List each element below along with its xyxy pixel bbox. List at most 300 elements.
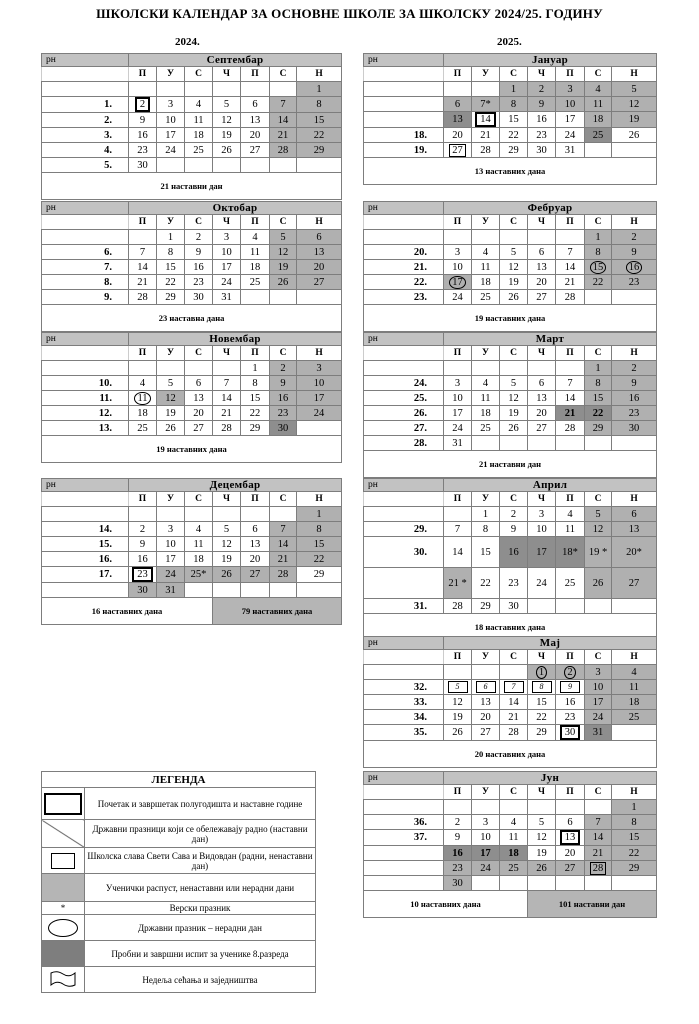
day-cell: 18* — [556, 537, 585, 568]
day-cell: 21 — [556, 275, 585, 290]
weekday-header: П — [556, 492, 585, 507]
empty-cell — [241, 290, 270, 305]
weekday-header: П — [241, 215, 270, 230]
day-cell: 20 — [297, 260, 342, 275]
ellipse-icon — [42, 915, 85, 941]
teaching-days-footer: 19 наставних дана — [364, 305, 657, 332]
week-number: 21. — [364, 260, 444, 275]
day-cell: 2 — [528, 82, 556, 97]
day-cell: 17 — [472, 846, 500, 861]
day-cell: 21 — [472, 128, 500, 143]
week-number: 2. — [42, 113, 129, 128]
empty-cell — [185, 507, 213, 522]
legend-item: Почетак и завршетак полугодишта и наставне године — [85, 788, 316, 820]
day-cell: 9 — [185, 245, 213, 260]
day-cell: 11 — [585, 97, 612, 112]
blank-cell — [42, 492, 129, 507]
weekday-header: С — [270, 67, 297, 82]
day-cell: 7 — [129, 245, 157, 260]
flag-icon: 8 — [532, 681, 552, 693]
empty-cell — [585, 436, 612, 451]
weekday-header: Н — [612, 492, 657, 507]
day-cell: 19 — [500, 275, 528, 290]
weekday-header: П — [444, 215, 472, 230]
term-boundary-box: 23 — [132, 567, 153, 582]
week-number: 13. — [42, 421, 129, 436]
thick-box-icon — [42, 788, 85, 820]
empty-cell — [500, 230, 528, 245]
empty-cell — [270, 290, 297, 305]
day-cell: 25 — [585, 128, 612, 143]
day-cell: 31 — [556, 143, 585, 158]
empty-cell — [472, 361, 500, 376]
empty-cell — [528, 800, 556, 815]
empty-cell — [213, 583, 241, 598]
week-number: 17. — [42, 567, 129, 583]
page-title: ШКОЛСКИ КАЛЕНДАР ЗА ОСНОВНЕ ШКОЛЕ ЗА ШКОЛСКУ 2024/25. ГОДИНУ — [96, 6, 603, 21]
day-cell: 20 — [528, 406, 556, 421]
empty-cell — [472, 800, 500, 815]
day-cell: 6 — [612, 507, 657, 522]
weekday-header: П — [129, 215, 157, 230]
blank-cell — [364, 785, 444, 800]
month-name: Јануар — [444, 54, 657, 67]
day-cell: 26 — [500, 290, 528, 305]
empty-cell — [556, 230, 585, 245]
day-cell: 25 — [241, 275, 270, 290]
day-cell: 11 — [612, 680, 657, 695]
day-cell: 17 — [157, 128, 185, 143]
semester-total-footer: 101 наставни дан — [528, 891, 657, 918]
day-cell: 9 — [444, 830, 472, 846]
empty-cell — [556, 599, 585, 614]
day-cell: 8 — [585, 245, 612, 260]
rn-label: рн — [364, 54, 444, 67]
week-number: 9. — [42, 290, 129, 305]
day-cell: 15 — [528, 695, 556, 710]
weekday-header: У — [157, 346, 185, 361]
day-cell: 9 — [500, 522, 528, 537]
day-cell: 10 — [528, 522, 556, 537]
day-cell: 22 — [472, 568, 500, 599]
day-cell: 27 — [612, 568, 657, 599]
day-cell: 10 — [213, 245, 241, 260]
day-cell: 9 — [270, 376, 297, 391]
day-cell: 23 — [612, 275, 657, 290]
day-cell: 1 — [297, 82, 342, 97]
week-number — [364, 82, 444, 97]
week-number: 33. — [364, 695, 444, 710]
empty-cell — [241, 507, 270, 522]
day-cell: 20* — [612, 537, 657, 568]
day-cell: 10 — [157, 113, 185, 128]
month-oct — [41, 201, 342, 332]
week-number — [364, 861, 444, 876]
day-cell: 29 — [472, 599, 500, 614]
day-cell: 14 — [270, 113, 297, 128]
day-cell: 5 — [270, 230, 297, 245]
day-cell: 9 — [129, 113, 157, 128]
day-cell: 15 — [297, 113, 342, 128]
day-cell: 9 — [528, 97, 556, 112]
day-cell: 1 — [157, 230, 185, 245]
weekday-header: П — [129, 346, 157, 361]
day-cell: 28 — [270, 143, 297, 158]
weekday-header: У — [157, 215, 185, 230]
week-number: 31. — [364, 599, 444, 614]
day-cell: 5 — [157, 376, 185, 391]
day-cell: 29 — [612, 861, 657, 876]
weekday-header: Ч — [213, 215, 241, 230]
day-cell: 15 — [585, 391, 612, 406]
weekday-header: П — [556, 215, 585, 230]
day-cell: 2 — [444, 815, 472, 830]
day-cell: 23 — [270, 406, 297, 421]
day-cell: 23 — [528, 128, 556, 143]
day-cell: 4 — [185, 97, 213, 113]
week-number: 1. — [42, 97, 129, 113]
day-cell: 28 — [444, 599, 472, 614]
day-cell: 22 — [528, 710, 556, 725]
day-cell: 25 — [472, 290, 500, 305]
rn-label: рн — [364, 772, 444, 785]
day-cell: 19 — [612, 112, 657, 128]
blank-cell — [364, 492, 444, 507]
teaching-days-footer: 18 наставних дана — [364, 614, 657, 641]
day-cell: 3 — [444, 376, 472, 391]
week-number — [42, 82, 129, 97]
week-number: 5. — [42, 158, 129, 173]
blank-cell — [42, 346, 129, 361]
empty-cell — [213, 507, 241, 522]
day-cell: 17 — [528, 537, 556, 568]
flag-icon — [42, 967, 85, 993]
day-cell: 28 — [500, 725, 528, 741]
week-number: 8. — [42, 275, 129, 290]
weekday-header: Н — [297, 346, 342, 361]
weekday-header: С — [585, 492, 612, 507]
day-cell: 10 — [444, 391, 472, 406]
empty-cell — [556, 436, 585, 451]
day-cell: 28 — [556, 290, 585, 305]
day-cell: 4 — [129, 376, 157, 391]
empty-cell — [129, 230, 157, 245]
weekday-header: Ч — [528, 492, 556, 507]
day-cell: 25 — [500, 861, 528, 876]
empty-cell — [297, 290, 342, 305]
flag-icon: 9 — [560, 681, 580, 693]
week-number — [364, 846, 444, 861]
day-cell: 14 — [213, 391, 241, 406]
legend-item: Недеља сећања и заједништва — [85, 967, 316, 993]
day-cell: 26 — [612, 128, 657, 143]
school-slava-box: 28 — [590, 862, 607, 875]
weekday-header: П — [556, 67, 585, 82]
day-cell: 11 — [500, 830, 528, 846]
empty-cell — [500, 436, 528, 451]
day-cell: 10 — [157, 537, 185, 552]
month-name: Новембар — [129, 333, 342, 346]
week-number — [364, 800, 444, 815]
day-cell: 30 — [185, 290, 213, 305]
week-number: 35. — [364, 725, 444, 741]
month-name: Март — [444, 333, 657, 346]
day-cell: 25 — [472, 421, 500, 436]
month-mar — [363, 332, 657, 478]
day-cell: 28 — [129, 290, 157, 305]
week-number: 30. — [364, 537, 444, 568]
day-cell: 19 — [500, 406, 528, 421]
week-number: 36. — [364, 815, 444, 830]
month-jun — [363, 771, 657, 918]
day-cell: 14 — [129, 260, 157, 275]
day-cell: 7 — [213, 376, 241, 391]
weekday-header: П — [444, 492, 472, 507]
week-number — [364, 665, 444, 680]
day-cell: 24 — [157, 567, 185, 583]
empty-cell — [472, 665, 500, 680]
diagonal-line-icon — [42, 820, 85, 848]
day-cell: 29 — [157, 290, 185, 305]
day-cell: 13 — [528, 260, 556, 275]
day-cell: 23 — [185, 275, 213, 290]
rn-label: рн — [42, 333, 129, 346]
day-cell — [556, 665, 585, 680]
day-cell: 23 — [556, 710, 585, 725]
weekday-header: П — [129, 67, 157, 82]
holiday-ellipse: 1 — [536, 666, 547, 679]
day-cell: 28 — [472, 143, 500, 158]
day-cell: 21 — [500, 710, 528, 725]
empty-cell — [185, 82, 213, 97]
day-cell: 18 — [129, 406, 157, 421]
weekday-header: Ч — [528, 215, 556, 230]
day-cell: 7 — [556, 245, 585, 260]
day-cell: 11 — [472, 260, 500, 275]
teaching-days-footer: 21 наставни дан — [364, 451, 657, 478]
day-cell: 3 — [528, 507, 556, 522]
day-cell: 27 — [528, 290, 556, 305]
day-cell: 28 — [556, 421, 585, 436]
day-cell: 13 — [241, 113, 270, 128]
semester-total-footer: 79 наставних дана — [213, 598, 342, 625]
day-cell: 5 — [612, 82, 657, 97]
week-number: 15. — [42, 537, 129, 552]
day-cell: 18 — [472, 275, 500, 290]
day-cell: 14 — [500, 695, 528, 710]
asterisk-icon: * — [42, 902, 85, 915]
day-cell: 26 — [213, 567, 241, 583]
empty-cell — [444, 82, 472, 97]
weekday-header: С — [500, 492, 528, 507]
day-cell: 16 — [528, 112, 556, 128]
day-cell: 3 — [585, 665, 612, 680]
day-cell: 1 — [612, 800, 657, 815]
day-cell: 31 — [213, 290, 241, 305]
month-name: Октобар — [129, 202, 342, 215]
day-cell — [500, 680, 528, 695]
empty-cell — [213, 158, 241, 173]
week-number — [364, 876, 444, 891]
day-cell: 4 — [585, 82, 612, 97]
week-number: 7. — [42, 260, 129, 275]
empty-cell — [185, 361, 213, 376]
empty-cell — [241, 82, 270, 97]
day-cell: 24 — [556, 128, 585, 143]
empty-cell — [612, 876, 657, 891]
empty-cell — [444, 230, 472, 245]
blank-cell — [364, 67, 444, 82]
day-cell: 17 — [444, 406, 472, 421]
day-cell: 22 — [297, 128, 342, 143]
day-cell: 13 — [612, 522, 657, 537]
day-cell: 6 — [528, 376, 556, 391]
day-cell: 12 — [500, 391, 528, 406]
empty-cell — [444, 361, 472, 376]
day-cell: 17 — [585, 695, 612, 710]
day-cell: 8 — [500, 97, 528, 112]
day-cell: 25 — [612, 710, 657, 725]
week-number: 14. — [42, 522, 129, 537]
empty-cell — [472, 82, 500, 97]
weekday-header: С — [270, 215, 297, 230]
weekday-header: П — [444, 67, 472, 82]
day-cell: 19 — [213, 128, 241, 143]
month-dec — [41, 478, 342, 625]
day-cell: 27 — [556, 861, 585, 876]
day-cell: 18 — [585, 112, 612, 128]
day-cell: 12 — [612, 97, 657, 112]
empty-cell — [585, 599, 612, 614]
legend-item: Школска слава Свети Сава и Видовдан (радни, ненаставни дан) — [85, 848, 316, 874]
flag-icon: 7 — [504, 681, 524, 693]
day-cell: 8 — [157, 245, 185, 260]
day-cell: 22 — [500, 128, 528, 143]
weekday-header: С — [185, 346, 213, 361]
day-cell: 19 — [270, 260, 297, 275]
day-cell: 6 — [241, 97, 270, 113]
empty-cell — [500, 800, 528, 815]
empty-cell — [556, 800, 585, 815]
day-cell: 3 — [444, 245, 472, 260]
day-cell: 1 — [500, 82, 528, 97]
empty-cell — [241, 158, 270, 173]
day-cell: 20 — [528, 275, 556, 290]
rn-label: рн — [364, 479, 444, 492]
empty-cell — [612, 290, 657, 305]
teaching-days-footer: 21 наставни дан — [42, 173, 342, 200]
day-cell: 30 — [444, 876, 472, 891]
day-cell: 19 * — [585, 537, 612, 568]
weekday-header: Ч — [213, 67, 241, 82]
day-cell: 14 — [556, 260, 585, 275]
month-name: Септембар — [129, 54, 342, 67]
day-cell: 22 — [585, 275, 612, 290]
rn-label: рн — [364, 202, 444, 215]
month-name: Април — [444, 479, 657, 492]
empty-cell — [556, 361, 585, 376]
day-cell: 7 — [585, 815, 612, 830]
day-cell — [556, 680, 585, 695]
day-cell: 10 — [297, 376, 342, 391]
day-cell: 26 — [270, 275, 297, 290]
blank-cell — [364, 346, 444, 361]
weekday-header: У — [472, 215, 500, 230]
day-cell: 7* — [472, 97, 500, 112]
empty-cell — [297, 583, 342, 598]
empty-cell — [500, 876, 528, 891]
day-cell: 16 — [129, 552, 157, 567]
day-cell — [556, 830, 585, 846]
weekday-header: С — [500, 67, 528, 82]
day-cell: 10 — [556, 97, 585, 112]
month-feb — [363, 201, 657, 332]
day-cell: 17 — [157, 552, 185, 567]
day-cell: 15 — [241, 391, 270, 406]
teaching-days-footer: 13 наставних дана — [364, 158, 657, 185]
day-cell: 14 — [585, 830, 612, 846]
weekday-header: П — [129, 492, 157, 507]
day-cell: 13 — [528, 391, 556, 406]
week-number: 27. — [364, 421, 444, 436]
weekday-header: Н — [297, 215, 342, 230]
legend-title: ЛЕГЕНДА — [42, 772, 316, 788]
day-cell: 25* — [185, 567, 213, 583]
day-cell: 18 — [241, 260, 270, 275]
day-cell: 26 — [585, 568, 612, 599]
week-number — [364, 112, 444, 128]
day-cell: 6 — [297, 230, 342, 245]
day-cell: 29 — [241, 421, 270, 436]
rn-label: рн — [42, 54, 129, 67]
day-cell: 14 — [444, 537, 472, 568]
day-cell: 27 — [472, 725, 500, 741]
day-cell: 15 — [472, 537, 500, 568]
day-cell: 7 — [556, 376, 585, 391]
holiday-ellipse: 15 — [590, 261, 607, 274]
empty-cell — [270, 583, 297, 598]
day-cell: 11 — [241, 245, 270, 260]
day-cell: 26 — [444, 725, 472, 741]
day-cell: 11 — [185, 537, 213, 552]
day-cell: 18 — [500, 846, 528, 861]
day-cell: 15 — [612, 830, 657, 846]
day-cell: 22 — [297, 552, 342, 567]
weekday-header: П — [444, 650, 472, 665]
empty-cell — [528, 361, 556, 376]
weekday-header: П — [556, 650, 585, 665]
blank-cell — [42, 67, 129, 82]
day-cell: 11 — [472, 391, 500, 406]
week-number — [364, 361, 444, 376]
empty-cell — [241, 583, 270, 598]
empty-cell — [500, 665, 528, 680]
week-number: 34. — [364, 710, 444, 725]
month-nov — [41, 332, 342, 463]
day-cell: 1 — [585, 361, 612, 376]
weekday-header: Н — [612, 785, 657, 800]
day-cell: 21 — [213, 406, 241, 421]
teaching-days-footer: 10 наставних дана — [364, 891, 528, 918]
day-cell: 27 — [241, 567, 270, 583]
term-boundary-box: 13 — [560, 830, 581, 845]
day-cell: 3 — [472, 815, 500, 830]
day-cell — [528, 665, 556, 680]
weekday-header: С — [185, 67, 213, 82]
day-cell: 21 — [585, 846, 612, 861]
day-cell: 25 — [129, 421, 157, 436]
day-cell: 22 — [241, 406, 270, 421]
